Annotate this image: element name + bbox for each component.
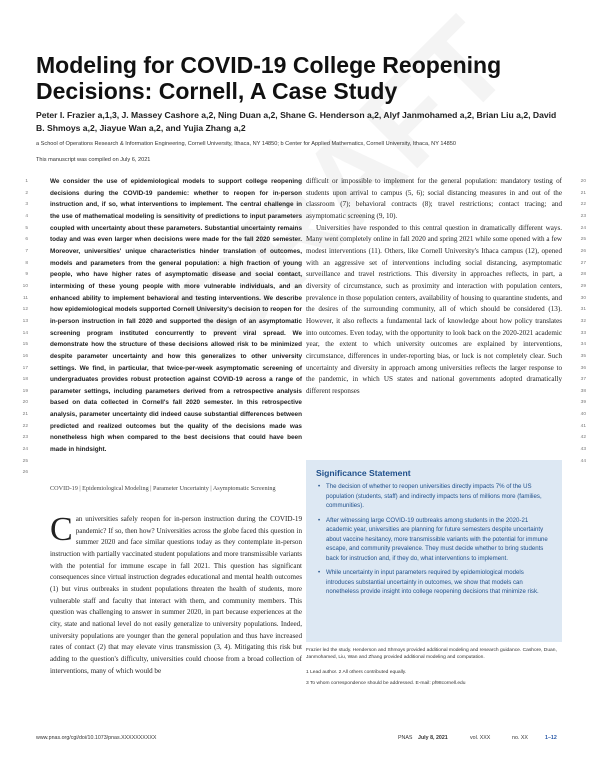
significance-bullet: • After witnessing large COVID-19 outbreaks among students in the 2020-21 academic year, universities are planning for future semesters despite uncertainty about vaccine hesitancy, more transmissible variants with the potential for immune escape, and community prevalence. They must decide whether to bring students back for instruction and, if they do, what interventions to implement. — [326, 516, 552, 564]
significance-list — [306, 482, 562, 597]
line-number: 24 — [580, 225, 586, 231]
line-number: 12 — [22, 307, 28, 313]
line-number: 1 — [25, 179, 28, 184]
line-number: 14 — [22, 330, 28, 336]
line-number: 20 — [580, 179, 586, 184]
line-number: 27 — [580, 260, 586, 266]
significance-statement-box — [306, 460, 562, 642]
line-number: 17 — [22, 365, 28, 371]
line-number: 23 — [580, 213, 586, 219]
line-number: 23 — [22, 435, 28, 441]
line-number: 29 — [580, 283, 586, 289]
author-footnote: 1 Lead author. 2 All others contributed equally. — [306, 670, 407, 675]
line-number: 43 — [580, 447, 586, 453]
line-number: 18 — [22, 377, 28, 383]
line-number: 26 — [22, 470, 28, 476]
compiled-date: This manuscript was compiled on July 6, 2021 — [36, 157, 151, 163]
line-number: 33 — [580, 330, 586, 336]
line-number: 30 — [580, 295, 586, 301]
issue-number: no. XX — [512, 735, 528, 741]
line-number: 31 — [580, 307, 586, 313]
paper-title — [36, 52, 556, 104]
right-column-text — [306, 176, 562, 397]
line-number: 32 — [580, 318, 586, 324]
title-line-1: Modeling for COVID-19 College Reopening — [36, 52, 502, 78]
line-number: 15 — [22, 342, 28, 348]
page-range: 1–12 — [545, 735, 557, 741]
line-number: 25 — [22, 458, 28, 464]
line-numbers-right — [574, 176, 586, 467]
line-number: 3 — [25, 202, 28, 208]
volume: vol. XXX — [470, 735, 491, 741]
affiliations: a School of Operations Research & Information Engineering, Cornell University, Ithaca, NY 14850; b Center for Applied Mathematics, Cornell University, Ithaca, NY 14850 — [36, 141, 456, 147]
line-number: 2 — [25, 190, 28, 196]
line-number: 37 — [580, 377, 586, 383]
line-number: 21 — [22, 412, 28, 418]
introduction — [50, 511, 302, 677]
line-number: 40 — [580, 412, 586, 418]
line-number: 6 — [25, 237, 28, 243]
paragraph-interventions: difficult or impossible to implement for the general population: mandatory testing of students upon arrival to campus (5, 6); social distancing measures in and out of the classroom (7); behavioral contracts (8); travel restrictions; contact tracing; and asymptomatic screening (9, 10). — [306, 177, 562, 220]
line-number: 13 — [22, 318, 28, 324]
journal-name: PNAS — [398, 735, 413, 741]
doi-link[interactable]: www.pnas.org/cgi/doi/10.1073/pnas.XXXXXXXXXX — [36, 735, 157, 741]
line-number: 8 — [25, 260, 28, 266]
line-number: 20 — [22, 400, 28, 406]
line-number: 4 — [25, 213, 28, 219]
line-number: 36 — [580, 365, 586, 371]
line-number: 22 — [22, 423, 28, 429]
line-numbers-left — [16, 176, 28, 479]
line-number: 9 — [25, 272, 28, 278]
line-number: 38 — [580, 388, 586, 394]
line-number: 21 — [580, 190, 586, 196]
line-number: 42 — [580, 435, 586, 441]
line-number: 44 — [580, 458, 586, 464]
line-number: 25 — [580, 237, 586, 243]
author-list: Peter I. Frazier a,1,3, J. Massey Cashore a,2, Ning Duan a,2, Shane G. Henderson a,2, Alyf Janmohamed a,2, Brian Liu a,2, David B. Shmoys a,2, Jiayue Wan a,2, and Yujia Zhang a,2 — [36, 110, 557, 133]
intro-text: an universities safely reopen for in-person instruction during the COVID-19 pandemic? If so, then how? Universities across the globe faced this question in summer 2020 and face similar questions today as they contemplate in-person instruction with partially vaccinated student populations and more transmissible variants with the potential for immune escape in fall 2021. This question has significant consequences since virtual instruction degrades educational and mental health outcomes (1) but virus outbreaks in student populations threaten the health of students, more vulnerable staff and faculty that interact with them, and community members. This question was challenging to answer in summer 2020, in part because experiences at the city, state and national level do not easily generalize to university populations. Indeed, university populations are younger than the general population and thus have increased rates of contact (2) that may elevate virus transmission (3, 4). Mitigating this risk but adding to the question's difficulty, universities could choose from a broad collection of interventions, many of which would be — [50, 515, 302, 675]
line-number: 10 — [22, 283, 28, 289]
line-number: 24 — [22, 447, 28, 453]
significance-bullet: • While uncertainty in input parameters required by epidemiological models introduces substantial uncertainty in outcomes, we show that models can nonetheless provide insight into college reopening decisions that minimize risk. — [326, 568, 552, 597]
contribution-footnote: Frazier led the study. Henderson and Shmoys provided additional modeling and research guidance. Cashore, Duan, Janmohamed, Liu, Wan and Zhang provided additional modeling and computation. — [306, 648, 557, 660]
line-number: 16 — [22, 353, 28, 359]
drop-cap: C — [50, 511, 73, 548]
abstract: We consider the use of epidemiological models to support college reopening decisions during the COVID-19 pandemic: whether to reopen for in-person instruction and, if so, what interventions to implement. The central challenge in the use of mathematical modeling is sensitivity of predictions to input parameters coupled with uncertainty about these parameters. Substantial uncertainty remains today and was even larger when decisions were made for the fall 2020 semester. Moreover, universities' unique characteristics hinder translation of outcomes, models and parameters from the general population: a high fraction of young people, who have higher rates of asymptomatic disease and social contact, intermixing of these young people with more vulnerable individuals, and an enhanced ability to implement behavioral and testing interventions. We describe how epidemiological models supported Cornell University's decision to reopen for in-person instruction in fall 2020 and supported the design of an asymptomatic screening program instituted concurrently to prevent viral spread. We demonstrate how the structure of these decisions allowed risk to be minimized despite parameter uncertainty and how this generalizes to other university settings. We find, in particular, that twice-per-week asymptomatic screening of undergraduates provides robust protection against COVID-19 across a range of parameter settings, including parameters derived from a retrospective analysis based on data collected in Cornell's fall 2020 semester. In this retrospective analysis, parameter uncertainty did indeed cause substantial differences between predicted and realized outcomes but the quality of the decisions made was nonetheless high when compared to the best decisions that could have been made in hindsight. — [50, 178, 302, 454]
line-number: 39 — [580, 400, 586, 406]
line-number: 19 — [22, 388, 28, 394]
line-number: 5 — [25, 225, 28, 231]
line-number: 11 — [23, 295, 28, 301]
line-number: 28 — [580, 272, 586, 278]
significance-bullet: • The decision of whether to reopen universities directly impacts 7% of the US population (students, staff) and indirectly impacts tens of millions more (families, communities). — [326, 482, 552, 511]
line-number: 35 — [580, 353, 586, 359]
keywords: COVID-19 | Epidemiological Modeling | Parameter Uncertainty | Asymptomatic Screening — [50, 485, 276, 492]
paragraph-responses: Universities have responded to this central question in dramatically different ways. Many went completely online in fall 2020 and spring 2021 while some opened with a few modest interventions (11). Others, like Cornell University's Ithaca campus (12), opened with an aggressive set of interventions including social distancing, asymptomatic surveillance and travel restrictions. This diversity in approaches reflects, in part, a diversity of circumstance, such as proximity and interaction with population centers, prevalence in those population centers, availability of housing to quarantine students, and the desires of the surrounding community, all of which should be considered (13). However, it also reflects a fundamental lack of knowledge about how policy translates into outcomes. Even today, with the opportunity to look back on the 2020-2021 academic year, the extent to which university outcomes are explained by interventions, circumstance, differences in under-reporting bias, or luck is not completely clear. Such uncertainty and diversity in approach among universities reflects the larger response to the pandemic, in which US states and national governments adopted dramatically different responses — [306, 223, 562, 395]
correspondence-footnote: 3 To whom correspondence should be addressed. E-mail: pf98cornell.edu — [306, 681, 466, 686]
publication-date: July 8, 2021 — [418, 735, 448, 741]
line-number: 22 — [580, 202, 586, 208]
significance-heading: Significance Statement — [316, 468, 411, 478]
line-number: 26 — [580, 248, 586, 254]
line-number: 34 — [580, 342, 586, 348]
line-number: 41 — [580, 423, 586, 429]
title-line-2: Decisions: Cornell, A Case Study — [36, 78, 398, 104]
line-number: 7 — [25, 248, 28, 254]
